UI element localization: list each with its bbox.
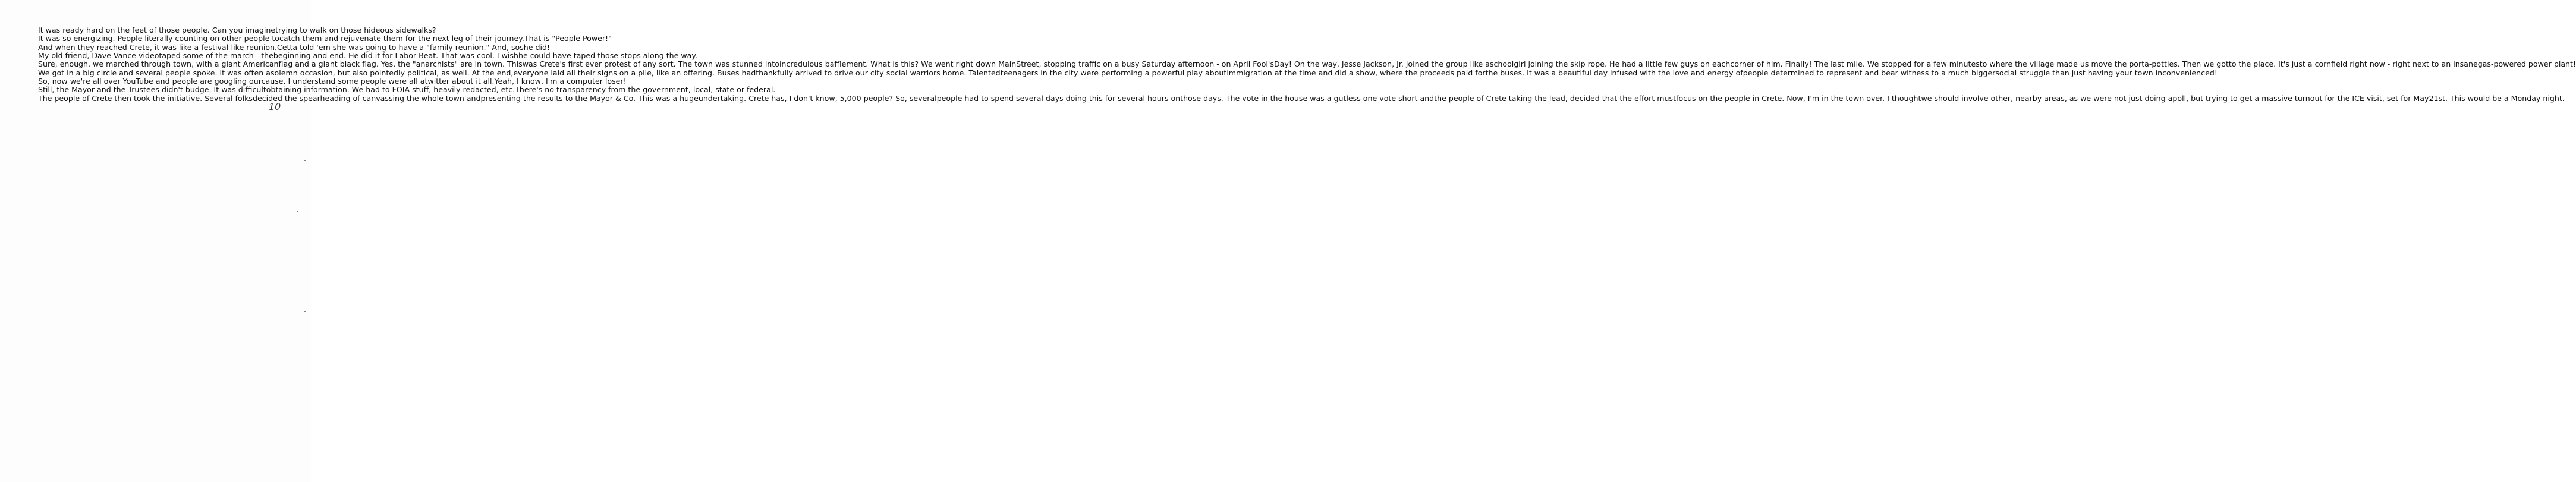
text-line: The people of Crete then took the initiative. Several folks: [38, 93, 253, 103]
text-line: There's no transparency from the government, local, state or federal.: [515, 85, 776, 94]
text-line: cause. I understand some people were all atwitter about it all.: [261, 77, 495, 86]
text-line: schoolgirl joining the skip rope. He had a little few guys on each: [1489, 59, 1731, 69]
text-line: the people of Crete taking the lead, decided that the effort must: [1434, 93, 1677, 103]
text-line: gas-powered power plant!: [2477, 59, 2576, 69]
text-line: My old friend, Dave Vance videotaped some of the march - the: [38, 51, 273, 61]
scan-speck: [304, 311, 306, 312]
text-line: So, now we're all over YouTube and people are googling our: [38, 77, 262, 86]
text-line: those days. The vote in the house was a gutless one vote short and: [1180, 93, 1435, 103]
paragraph: [31, 77, 627, 86]
text-line: to the place. It's just a cornfield right now - right next to an insane: [2228, 59, 2478, 69]
handwritten-page-number: 10: [269, 101, 281, 112]
paragraph: [31, 59, 2576, 69]
text-line: the buses. It was a beautiful day infused with the love and energy of: [1485, 68, 1743, 77]
text-line: focus on the people in Crete. Now, I'm in the town over. I thought: [1676, 93, 1921, 103]
text-line: We got in a big circle and several people spoke. It was often a: [38, 68, 271, 77]
scan-speck: [297, 211, 298, 212]
text-line: That is "People Power!": [524, 34, 612, 43]
text-line: Cetta told 'em she was going to have a "family reunion." And, so: [277, 42, 520, 52]
text-line: everyone laid all their signs on a pile, like an offering. Buses had: [513, 68, 756, 77]
text-line: corner of him. Finally! The last mile. We stopped for a few minutes: [1730, 59, 1980, 69]
text-line: It was ready hard on the feet of those people. Can you imagine: [38, 26, 276, 34]
text-line: she did!: [520, 42, 551, 52]
text-line: poll, but trying to get a massive turnout for the ICE visit, set for May: [2172, 93, 2429, 103]
text-line: incredulous bafflement. What is this? We went right down Main: [779, 59, 1017, 69]
text-line: Sure, enough, we marched through town, with a giant American: [38, 59, 279, 69]
paragraph: [31, 26, 436, 34]
text-line: teenagers in the city were performing a powerful play about: [1000, 68, 1227, 77]
text-line: obtaining information. We had to FOIA stuff, heavily redacted, etc.: [266, 85, 515, 94]
text-line: Yeah, I know, I'm a computer loser!: [494, 77, 627, 86]
text-line: undertaking. Crete has, I don't know, 5,000 people? So, several: [698, 93, 937, 103]
text-line: decided the spearheading of canvassing the whole town and: [252, 93, 481, 103]
text-line: presenting the results to the Mayor & Co. This was a huge: [480, 93, 699, 103]
scan-speck: [304, 160, 306, 161]
text-line: Still, the Mayor and the Trustees didn't budge. It was difficult: [38, 85, 266, 94]
text-line: beginning and end. He did it for Labor Beat. That was cool. I wish: [273, 51, 518, 61]
text-line: thankfully arrived to drive our city social warriors home. Talented: [756, 68, 1001, 77]
text-line: And when they reached Crete, it was like a festival-like reunion.: [38, 42, 278, 52]
paragraph: [31, 85, 776, 94]
text-line: Day! On the way, Jesse Jackson, Jr. joined the group like a: [1273, 59, 1490, 69]
text-line: was Crete's first ever protest of any sort. The town was stunned into: [522, 59, 779, 69]
text-line: catch them and rejuvenate them for the next leg of their journey.: [279, 34, 524, 43]
text-line: people had to spend several days doing this for several hours on: [936, 93, 1181, 103]
text-line: we should involve other, nearby areas, as we were not just doing a: [1921, 93, 2173, 103]
text-line: to where the village made us move the porta-potties. Then we got: [1979, 59, 2229, 69]
text-line: he could have taped those stops along the way.: [518, 51, 698, 61]
paragraph: [31, 42, 551, 52]
paragraph: [31, 51, 698, 61]
text-line: social struggle than just having your town inconvenienced!: [1995, 68, 2218, 77]
text-line: 21st. This would be a Monday night.: [2429, 93, 2565, 103]
text-line: flag and a giant black flag. Yes, the "anarchists" are in town. This: [278, 59, 523, 69]
text-line: immigration at the time and did a show, where the proceeds paid for: [1226, 68, 1486, 77]
text-line: It was so energizing. People literally counting on other people to: [38, 34, 279, 43]
body-text: [31, 26, 2576, 103]
text-line: trying to walk on those hideous sidewalks?: [275, 26, 436, 34]
text-line: Street, stopping traffic on a busy Saturday afternoon - on April Fool's: [1016, 59, 1274, 69]
paragraph: [31, 34, 612, 43]
paragraph: [31, 68, 2218, 77]
text-line: people determined to represent and bear witness to a much bigger: [1743, 68, 1996, 77]
text-line: solemn occasion, but also pointedly political, as well. At the end,: [271, 68, 514, 77]
